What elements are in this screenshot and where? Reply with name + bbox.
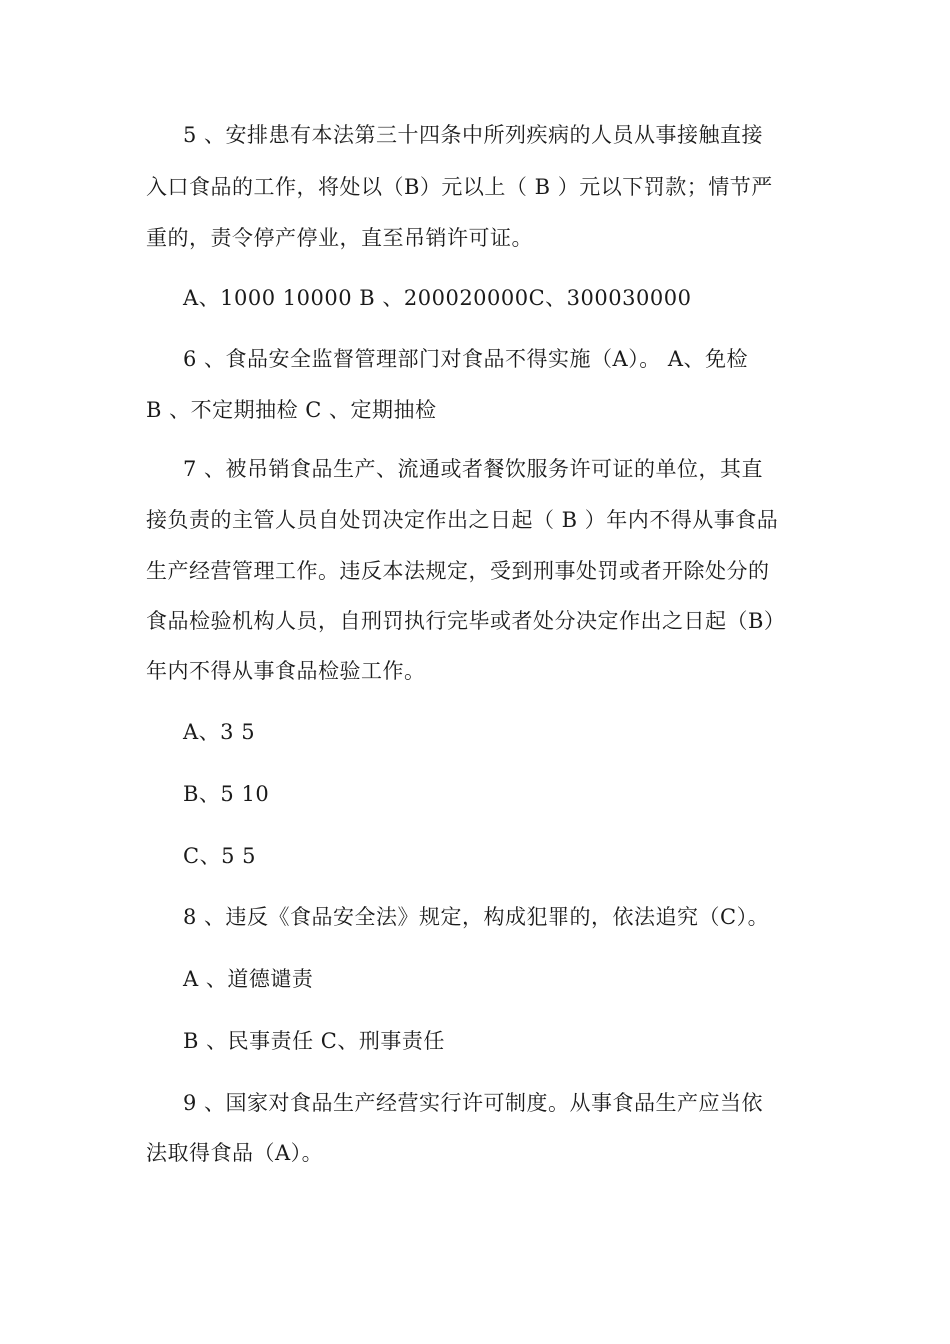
question-8-line-1: 8 、违反《食品安全法》规定，构成犯罪的，依法追究（C）。	[183, 905, 770, 929]
question-7-line-2: 接负责的主管人员自处罚决定作出之日起（ B ）年内不得从事食品	[146, 508, 779, 532]
question-6-line-2: B 、不定期抽检 C 、定期抽检	[146, 398, 437, 422]
question-5-line-1: 5 、安排患有本法第三十四条中所列疾病的人员从事接触直接	[183, 123, 764, 147]
question-8-option-a: A 、道德谴责	[183, 967, 314, 991]
question-7-option-a: A、3 5	[183, 720, 256, 744]
question-5-line-3: 重的，责令停产停业，直至吊销许可证。	[146, 226, 533, 250]
question-6-line-1: 6 、食品安全监督管理部门对食品不得实施（A）。 A、免检	[183, 347, 749, 371]
question-7-line-1: 7 、被吊销食品生产、流通或者餐饮服务许可证的单位，其直	[183, 457, 764, 481]
question-8-option-bc: B 、民事责任 C、刑事责任	[183, 1029, 445, 1053]
question-5-line-2: 入口食品的工作，将处以（B）元以上（ B ）元以下罚款；情节严	[146, 175, 773, 199]
question-7-line-3: 生产经营管理工作。违反本法规定，受到刑事处罚或者开除处分的	[146, 559, 770, 583]
question-9-line-2: 法取得食品（A）。	[146, 1141, 324, 1165]
question-7-option-b: B、5 10	[183, 782, 270, 806]
question-7-line-5: 年内不得从事食品检验工作。	[146, 659, 426, 683]
question-7-option-c: C、5 5	[183, 844, 256, 868]
question-7-line-4: 食品检验机构人员，自刑罚执行完毕或者处分决定作出之日起（B）	[146, 609, 786, 633]
question-9-line-1: 9 、国家对食品生产经营实行许可制度。从事食品生产应当依	[183, 1091, 764, 1115]
question-5-options: A、1000 10000 B 、200020000C、300030000	[183, 286, 692, 310]
